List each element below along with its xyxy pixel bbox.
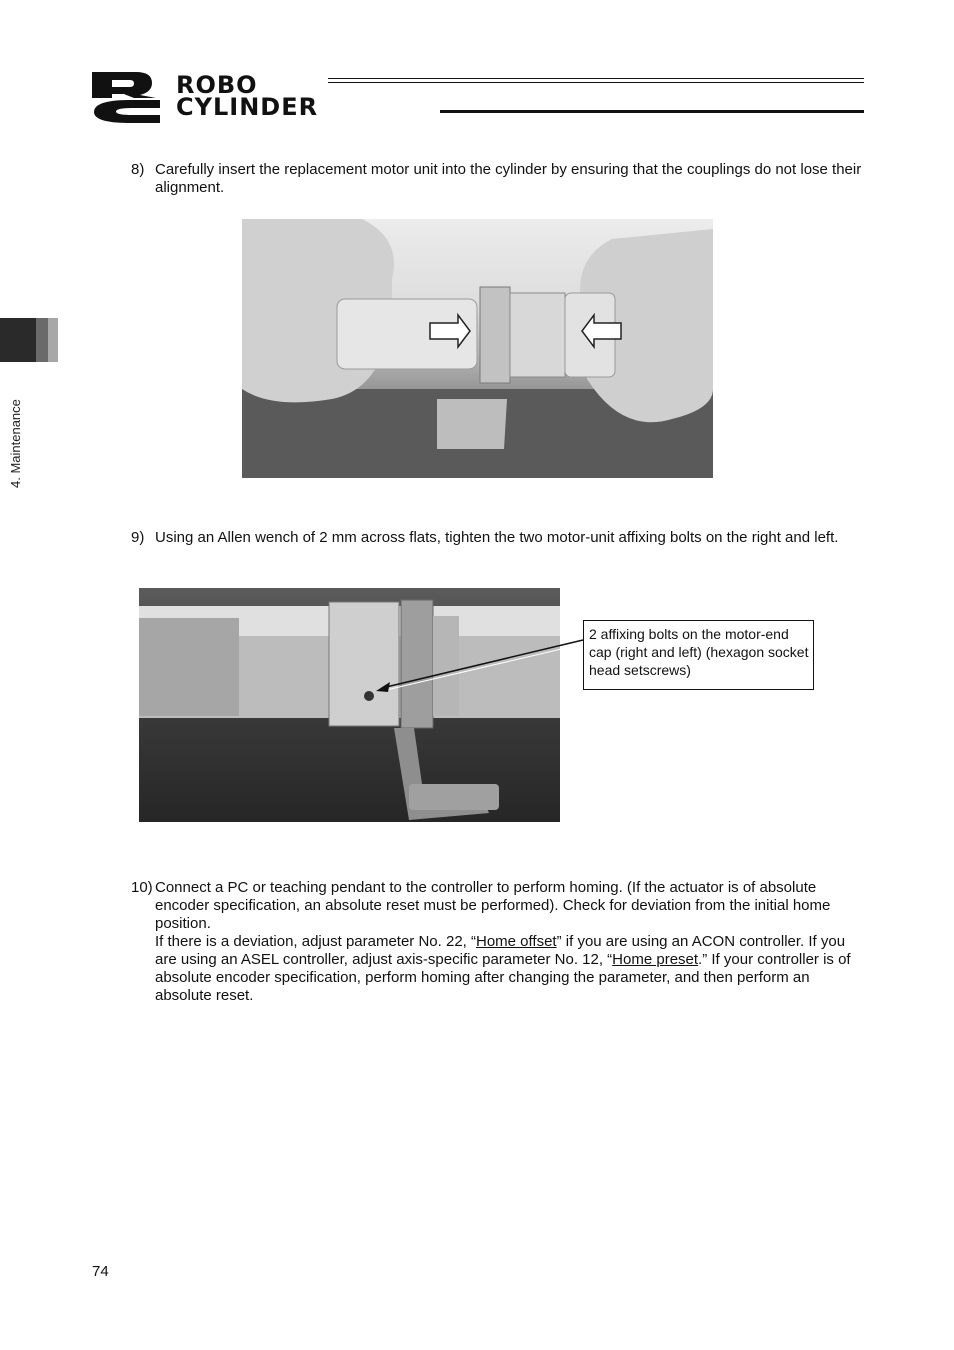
step-10-text-b: ” if you are using an ACON controller. If you are using an ASEL controller, adjust axis-specific parameter No. 12, “ [155, 933, 846, 968]
step-10-text-a: If there is a deviation, adjust parameter No. 22, “ [155, 933, 476, 950]
chapter-tab-light [48, 318, 58, 362]
step-10-text-para2 [155, 933, 866, 1005]
step-9-number: 9) [131, 529, 145, 546]
header-rule-thin-1 [328, 78, 864, 79]
chapter-tab-dark [0, 318, 36, 362]
step-8 [131, 161, 866, 197]
step-10-text-para1: Connect a PC or teaching pendant to the controller to perform homing. (If the actuator is of absolute encoder specification, an absolute reset must be performed). Check for deviation from the initial home position. [155, 879, 831, 932]
robo-cylinder-logo-mark [90, 70, 162, 124]
photo-affixing-bolts [139, 588, 560, 822]
home-offset-link[interactable]: Home offset [476, 933, 557, 950]
step-8-text: Carefully insert the replacement motor unit into the cylinder by ensuring that the couplings do not lose their alignment. [155, 161, 862, 196]
step-9 [131, 529, 866, 547]
chapter-tab-mid [36, 318, 48, 362]
callout-leader-arrow [370, 640, 590, 700]
logo-line-cylinder: CYLINDER [176, 93, 319, 121]
step-10-text-c: .” If your controller is of absolute encoder specification, perform homing after changing the parameter, and then perform an absolute reset. [155, 951, 851, 1004]
chapter-label: 4. Maintenance [8, 399, 23, 488]
photo-insert-motor-unit [242, 219, 713, 478]
photo-bolts-illustration [139, 588, 560, 822]
logo-line-robo: ROBO [176, 71, 258, 99]
robo-cylinder-logo-text [176, 71, 319, 121]
home-preset-link[interactable]: Home preset [612, 951, 699, 968]
step-10-number: 10) [131, 879, 153, 896]
step-8-number: 8) [131, 161, 145, 178]
bolt-callout-box: 2 affixing bolts on the motor-end cap (right and left) (hexagon socket head setscrews) [583, 620, 814, 690]
step-10 [131, 879, 866, 1005]
photo-insert-illustration [242, 219, 713, 478]
header-rule-thick [440, 110, 864, 113]
step-9-text: Using an Allen wench of 2 mm across flats, tighten the two motor-unit affixing bolts on the right and left. [155, 529, 839, 546]
header-rule-thin-2 [328, 82, 864, 83]
page-number: 74 [92, 1263, 109, 1280]
